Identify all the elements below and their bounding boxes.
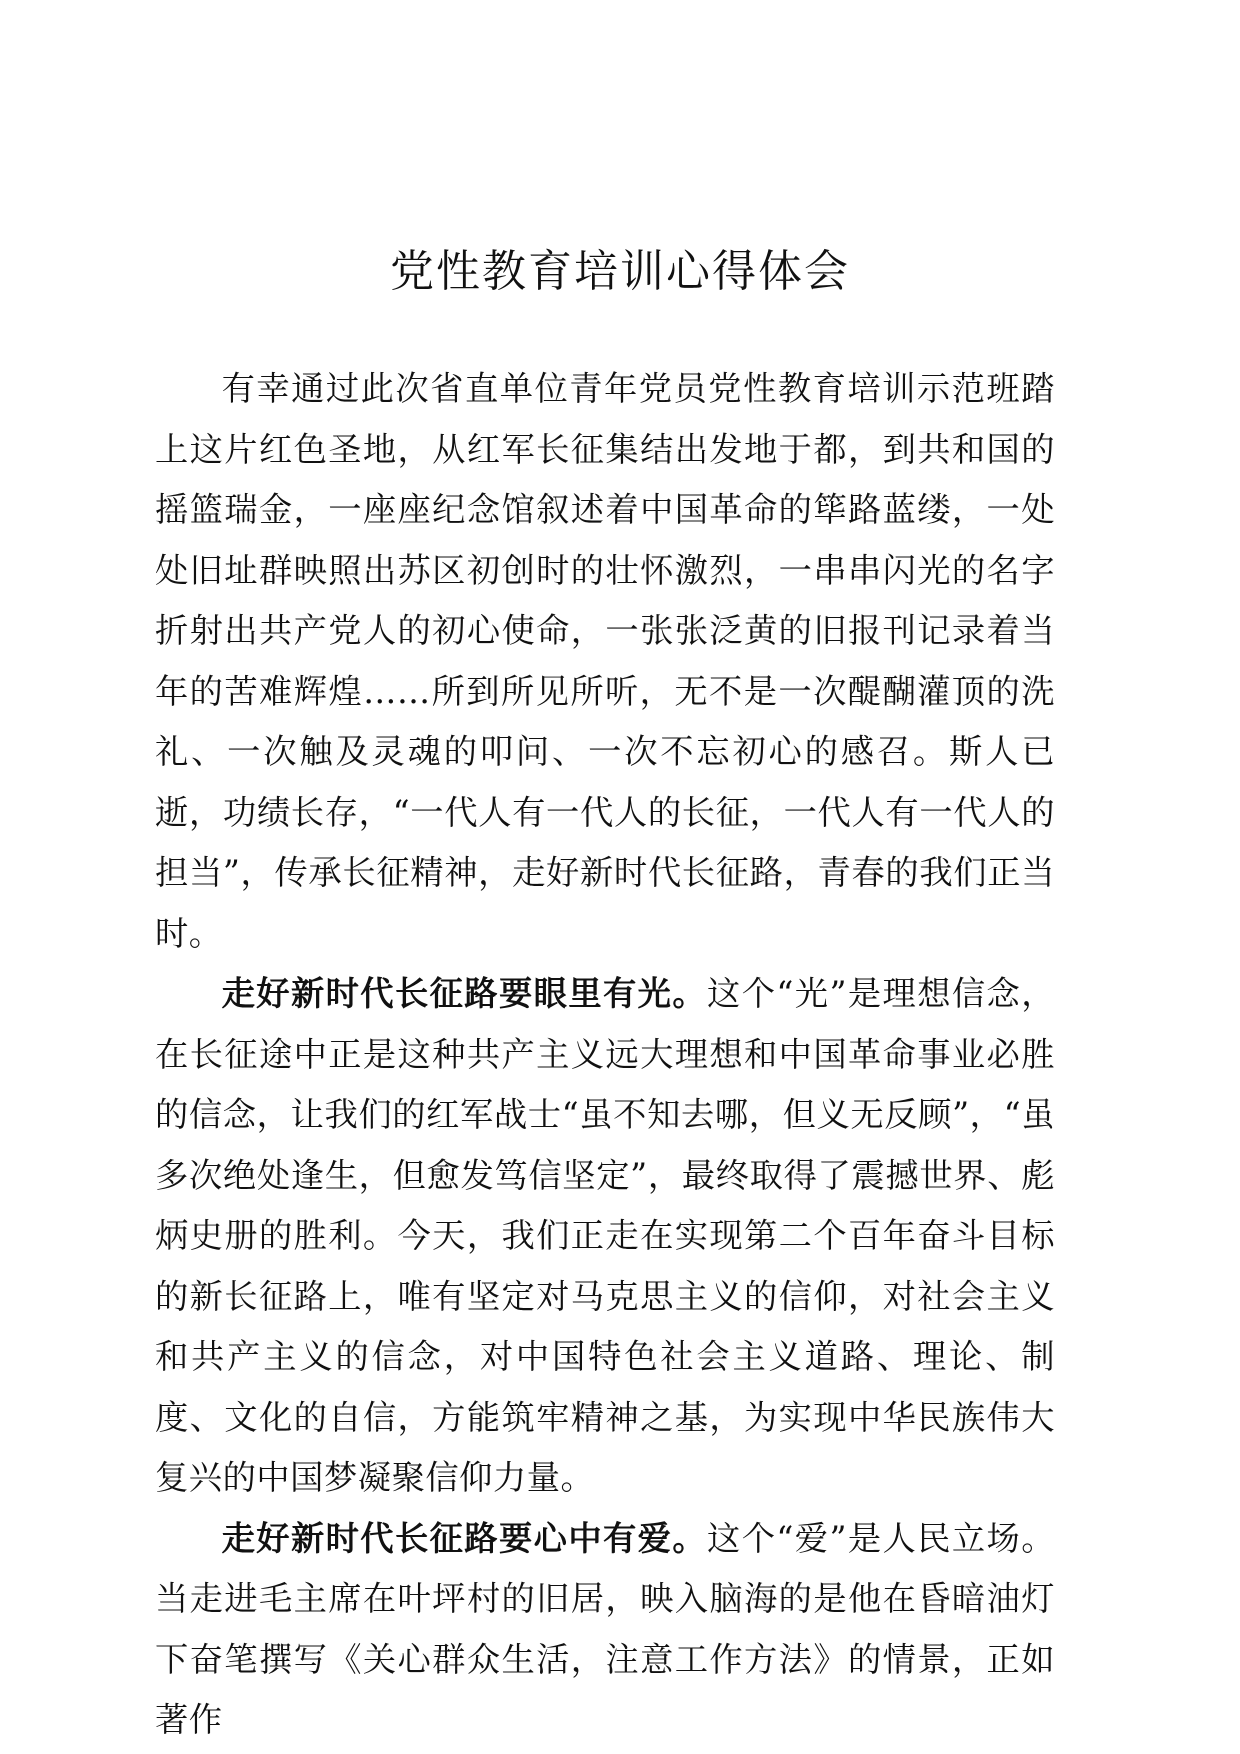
document-title: 党性教育培训心得体会 xyxy=(390,246,850,297)
document-body xyxy=(155,359,1055,1751)
paragraph-lead: 走好新时代长征路要心中有爱。 xyxy=(221,1518,708,1558)
paragraph-lead: 走好新时代长征路要眼里有光。 xyxy=(221,974,708,1013)
paragraph-text: 这个“光”是理想信念，在长征途中正是这种共产主义远大理想和中国革命事业必胜的信念，让我们的红军战士“虽不知去哪，但义无反顾”，“虽多次绝处逢生，但愈发笃信坚定”，最终取得了震撼世界、彪炳史册的胜利。今天，我们正走在实现第二个百年奋斗目标的新长征路上，唯有坚定对马克思主义的信仰，对社会主义和共产主义的信念，对中国特色社会主义道路、理论、制度、文化的自信，方能筑牢精神之基，为实现中华民族伟大复兴的中国梦凝聚信仰力量。 xyxy=(155,974,1056,1497)
paragraph-love xyxy=(155,1509,1055,1751)
paragraph-text: 有幸通过此次省直单位青年党员党性教育培训示范班踏上这片红色圣地，从红军长征集结出发地于都，到共和国的摇篮瑞金，一座座纪念馆叙述着中国革命的筚路蓝缕，一处处旧址群映照出苏区初创时的壮怀激烈，一串串闪光的名字折射出共产党人的初心使命，一张张泛黄的旧报刊记录着当年的苦难辉煌……所到所见所听，无不是一次醍醐灌顶的洗礼、一次触及灵魂的叩问、一次不忘初心的感召。斯人已逝，功绩长存，“一代人有一代人的长征，一代人有一代人的担当”，传承长征精神，走好新时代长征路，青春的我们正当时。 xyxy=(155,369,1055,953)
paragraph-intro xyxy=(155,359,1055,964)
paragraph-light xyxy=(155,964,1055,1509)
paragraph-text: 这个“爱”是人民立场。当走进毛主席在叶坪村的旧居，映入脑海的是他在昏暗油灯下奋笔撰写《关心群众生活，注意工作方法》的情景，正如著作 xyxy=(155,1518,1056,1739)
